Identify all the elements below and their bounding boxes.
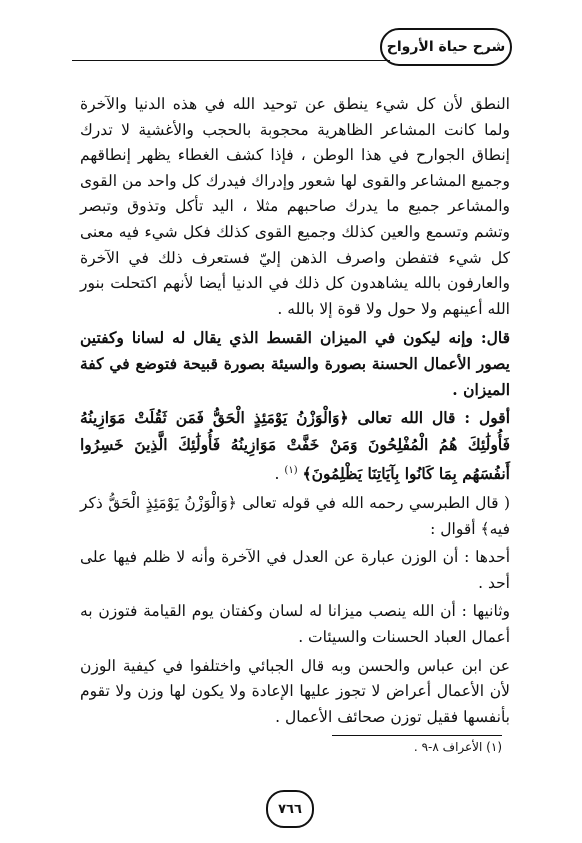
paragraph-4: ( قال الطبرسي رحمه الله في قوله تعالى ﴿وَالْوَزْنُ يَوْمَئِذٍ الْحَقُّ ذكر فيه﴾ أقوال : <box>80 494 510 538</box>
paragraph-6: وثانيها : أن الله ينصب ميزانا له لسان وكفتان يوم القيامة فتوزن به أعمال العباد الحسنات والسيئات . <box>80 602 510 647</box>
footnote: (١) الأعراف ٨-٩ . <box>413 740 502 754</box>
footnote-marker: (١) <box>284 465 298 477</box>
footnote-rule <box>332 735 502 736</box>
paragraph-1: النطق لأن كل شيء ينطق عن توحيد الله في هذه الدنيا والآخرة ولما كانت المشاعر الظاهرية محجوبة بالحجب والأغشية لا تدرك إنطاق الجوارح في هذا الوطن ، فإذا كشف الغطاء يظهر إنطاقهم وجميع المشاعر والقوى لها شعور وإدراك فيدرك كل واحد من القوى والمشاعر جميع ما يدرك صاحبهم مثلا ، اليد تأكل وتذوق وتبصر وتشم وتسمع والعين كذلك وجميع القوى كذلك فكل شيء فيه معنى كل شيء فتفطن واصرف الذهن إليّ فستعرف ذلك في الآخرة والعارفون بالله يشاهدون كل ذلك في الدنيا أيضا لأنهم اكتحلت بنور الله أعينهم ولا حول ولا قوة إلا بالله . <box>80 95 510 318</box>
paragraph-3: أقول : قال الله تعالى ﴿وَالْوَزْنُ يَوْمَئِذٍ الْحَقُّ فَمَن ثَقُلَتْ مَوَازِينُهُ فَأُولَٰئِكَ هُمُ الْمُفْلِحُونَ وَمَنْ خَفَّتْ مَوَازِينُهُ فَأُولَٰئِكَ الَّذِينَ خَسِرُوا أَنفُسَهُم بِمَا كَانُوا بِآيَاتِنَا يَظْلِمُونَ﴾ $^{(١)}$ . <box>80 408 510 484</box>
header-rule <box>72 60 390 61</box>
main-text <box>80 92 510 730</box>
running-header-title: شرح حياة الأرواح <box>386 39 506 55</box>
page-number: ٧٦٦ <box>278 801 302 817</box>
page-number-badge <box>266 790 314 828</box>
running-header <box>380 28 512 66</box>
paragraph-2: قال: وإنه ليكون في الميزان القسط الذي يقال له لسانا وكفتين يصور الأعمال الحسنة بصورة والسيئة بصورة قبيحة فتوضع في كفة الميزان . <box>80 328 510 399</box>
paragraph-5: أحدها : أن الوزن عبارة عن العدل في الآخرة وأنه لا ظلم فيها على أحد . <box>80 548 510 592</box>
quran-verse-1: أقول : قال الله تعالى ﴿وَالْوَزْنُ يَوْمَئِذٍ الْحَقُّ فَمَن ثَقُلَتْ مَوَازِينُهُ فَأُولَٰئِكَ هُمُ الْمُفْلِحُونَ وَمَنْ خَفَّتْ مَوَازِينُهُ فَأُولَٰئِكَ الَّذِينَ خَسِرُوا أَنفُسَهُم بِمَا كَانُوا بِآيَاتِنَا يَظْلِمُونَ﴾ <box>80 408 510 484</box>
paragraph-7: عن ابن عباس والحسن وبه قال الجبائي واختلفوا في كيفية الوزن لأن الأعمال أعراض لا تجوز عليها الإعادة ولا يكون لها وزن ولا تقوم بأنفسها فقيل توزن صحائف الأعمال . <box>80 656 510 726</box>
